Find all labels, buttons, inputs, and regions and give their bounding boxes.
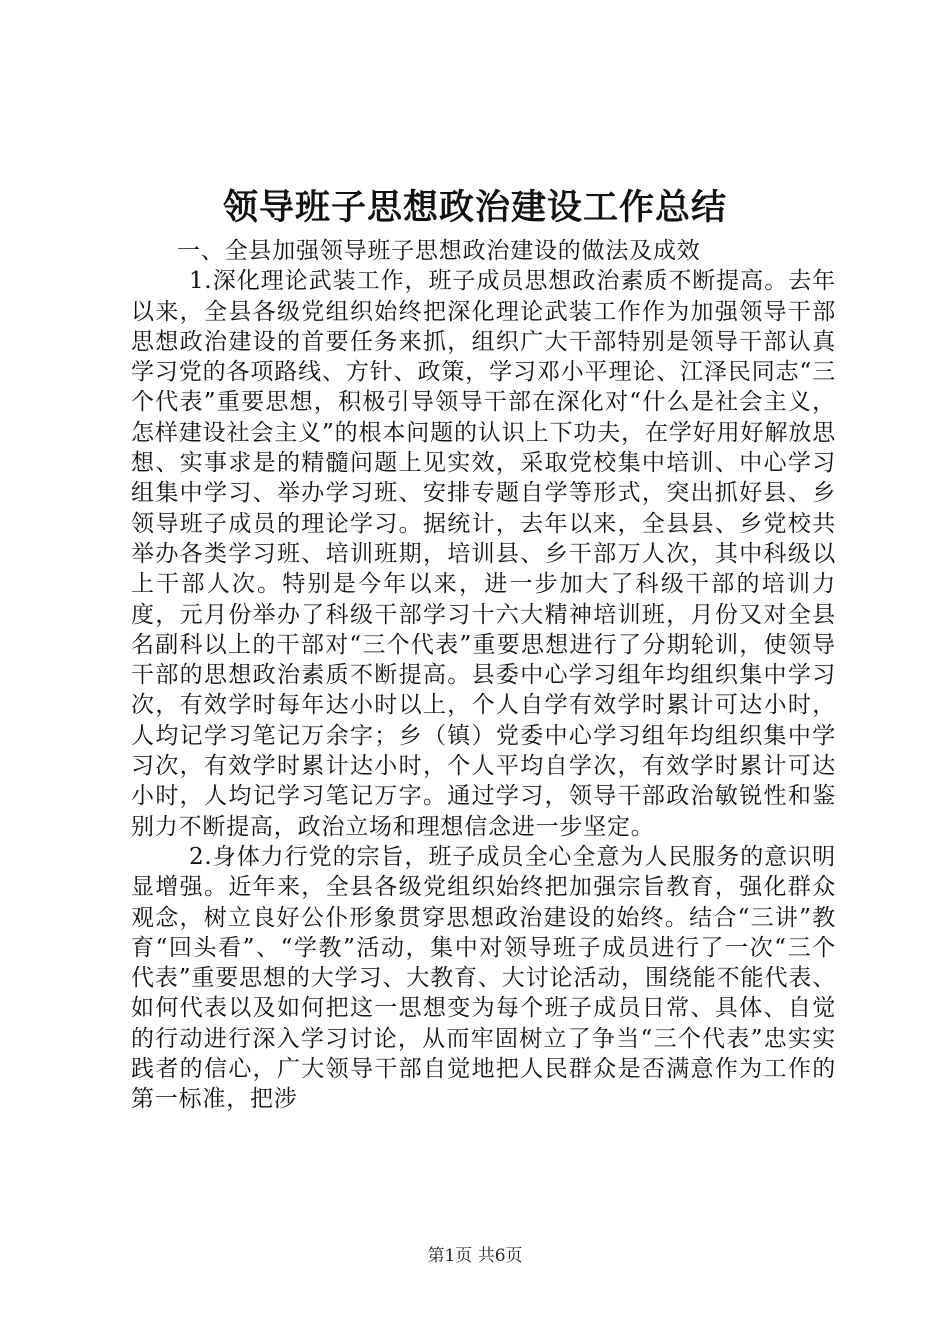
paragraph-2: 2.身体力行党的宗旨，班子成员全心全意为人民服务的意识明显增强。近年来，全县各级党组织始终把加强宗旨教育，强化群众观念，树立良好公仆形象贯穿思想政治建设的始终。结合“三讲”教育“回头看”、“学教”活动，集中对领导班子成员进行了一次“三个代表”重要思想的大学习、大教育、大讨论活动，围绕能不能代表、如何代表以及如何把这一思想变为每个班子成员日常、具体、自觉的行动进行深入学习讨论，从而牢固树立了争当“三个代表”忠实实践者的信心，广大领导干部自觉地把人民群众是否满意作为工作的第一标准，把涉 <box>131 843 836 1113</box>
document-body <box>131 236 836 1115</box>
paragraph-1: 1.深化理论武装工作，班子成员思想政治素质不断提高。去年以来，全县各级党组织始终把深化理论武装工作作为加强领导干部思想政治建设的首要任务来抓，组织广大干部特别是领导干部认真学习党的各项路线、方针、政策，学习邓小平理论、江泽民同志“三个代表”重要思想，积极引导领导干部在深化对“什么是社会主义，怎样建设社会主义”的根本问题的认识上下功夫，在学好用好解放思想、实事求是的精髓问题上见实效，采取党校集中培训、中心学习组集中学习、举办学习班、安排专题自学等形式，突出抓好县、乡领导班子成员的理论学习。据统计，去年以来，全县县、乡党校共举办各类学习班、培训班期，培训县、乡干部万人次，其中科级以上干部人次。特别是今年以来，进一步加大了科级干部的培训力度，元月份举办了科级干部学习十六大精神培训班，月份又对全县名副科以上的干部对“三个代表”重要思想进行了分期轮训，使领导干部的思想政治素质不断提高。县委中心学习组年均组织集中学习次，有效学时每年达小时以上，个人自学有效学时累计可达小时，人均记学习笔记万余字；乡（镇）党委中心学习组年均组织集中学习次，有效学时累计达小时，个人平均自学次，有效学时累计可达小时，人均记学习笔记万字。通过学习，领导干部政治敏锐性和鉴别力不断提高，政治立场和理想信念进一步坚定。 <box>131 268 836 840</box>
section-heading: 一、全县加强领导班子思想政治建设的做法及成效 <box>177 238 701 264</box>
page-number-footer: 第1页 共6页 <box>427 1246 523 1266</box>
document-title: 领导班子思想政治建设工作总结 <box>222 187 727 228</box>
